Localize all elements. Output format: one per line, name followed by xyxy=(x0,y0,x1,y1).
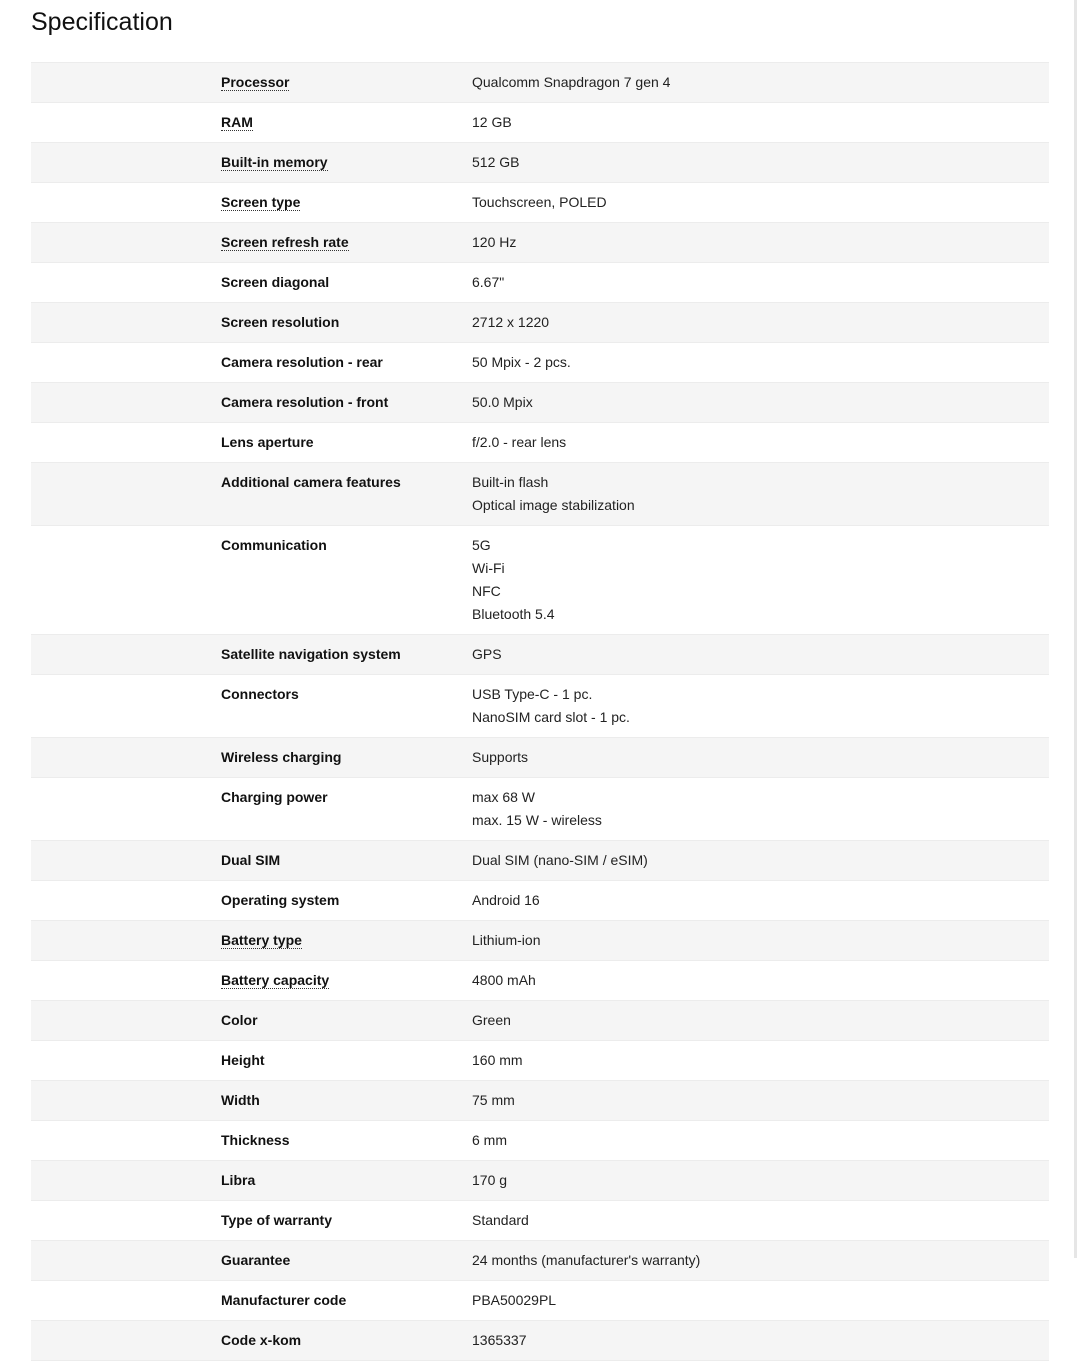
spec-value: Lithium-ion xyxy=(472,932,541,948)
spec-values xyxy=(472,683,1049,729)
spec-label-text: Communication xyxy=(221,537,327,553)
spec-value: NanoSIM card slot - 1 pc. xyxy=(472,709,630,725)
spec-row xyxy=(31,1041,1049,1081)
spec-row xyxy=(31,463,1049,526)
spec-label[interactable] xyxy=(221,111,472,134)
spec-value: 170 g xyxy=(472,1172,508,1188)
spec-values xyxy=(472,929,1049,952)
spec-label[interactable] xyxy=(221,969,472,992)
spec-row xyxy=(31,303,1049,343)
spec-label[interactable] xyxy=(221,191,472,214)
spec-label-tooltip-term[interactable]: RAM xyxy=(221,114,253,130)
spec-label-text: Charging power xyxy=(221,789,328,805)
spec-values xyxy=(472,431,1049,454)
spec-value: 5G xyxy=(472,537,491,553)
spec-values xyxy=(472,1329,1049,1352)
spec-values xyxy=(472,151,1049,174)
spec-value: Dual SIM (nano-SIM / eSIM) xyxy=(472,852,648,868)
spec-label[interactable] xyxy=(221,231,472,254)
spec-label-text: Connectors xyxy=(221,686,299,702)
spec-label-text: Camera resolution - front xyxy=(221,394,389,410)
spec-value: Built-in flash xyxy=(472,474,549,490)
spec-value: Touchscreen, POLED xyxy=(472,194,607,210)
spec-row xyxy=(31,383,1049,423)
spec-value: Green xyxy=(472,1012,511,1028)
spec-label xyxy=(221,351,472,374)
spec-label xyxy=(221,271,472,294)
spec-label-text: Width xyxy=(221,1092,260,1108)
spec-values xyxy=(472,1209,1049,1232)
spec-label[interactable] xyxy=(221,929,472,952)
spec-row xyxy=(31,343,1049,383)
spec-label xyxy=(221,1049,472,1072)
spec-row xyxy=(31,103,1049,143)
spec-values xyxy=(472,351,1049,374)
spec-row xyxy=(31,1281,1049,1321)
spec-values xyxy=(472,1129,1049,1152)
spec-row xyxy=(31,423,1049,463)
spec-label[interactable] xyxy=(221,71,472,94)
spec-label-text: Code x-kom xyxy=(221,1332,302,1348)
spec-value: 50 Mpix - 2 pcs. xyxy=(472,354,571,370)
spec-values xyxy=(472,1289,1049,1312)
spec-value: Standard xyxy=(472,1212,529,1228)
spec-value: Qualcomm Snapdragon 7 gen 4 xyxy=(472,74,671,90)
spec-label xyxy=(221,311,472,334)
spec-value: max 68 W xyxy=(472,789,536,805)
spec-label-tooltip-term[interactable]: Battery capacity xyxy=(221,972,330,988)
spec-label-tooltip-term[interactable]: Screen type xyxy=(221,194,301,210)
spec-label-text: Libra xyxy=(221,1172,256,1188)
spec-label[interactable] xyxy=(221,151,472,174)
spec-value: 6 mm xyxy=(472,1132,507,1148)
spec-label xyxy=(221,849,472,872)
spec-values xyxy=(472,191,1049,214)
spec-label xyxy=(221,1329,472,1352)
spec-label-text: Height xyxy=(221,1052,265,1068)
spec-label-text: Lens aperture xyxy=(221,434,314,450)
spec-values xyxy=(472,111,1049,134)
spec-label-text: Color xyxy=(221,1012,258,1028)
spec-value: 512 GB xyxy=(472,154,520,170)
spec-label xyxy=(221,1009,472,1032)
spec-label xyxy=(221,746,472,769)
spec-label-text: Additional camera features xyxy=(221,474,401,490)
spec-label-text: Screen diagonal xyxy=(221,274,330,290)
spec-row xyxy=(31,841,1049,881)
spec-label-text: Thickness xyxy=(221,1132,290,1148)
spec-value: USB Type-C - 1 pc. xyxy=(472,686,593,702)
spec-value: Bluetooth 5.4 xyxy=(472,606,555,622)
spec-label xyxy=(221,643,472,666)
spec-value: 50.0 Mpix xyxy=(472,394,533,410)
spec-label-tooltip-term[interactable]: Screen refresh rate xyxy=(221,234,349,250)
spec-value: GPS xyxy=(472,646,502,662)
spec-label xyxy=(221,1089,472,1112)
spec-values xyxy=(472,849,1049,872)
spec-value: 120 Hz xyxy=(472,234,517,250)
spec-label xyxy=(221,431,472,454)
spec-label xyxy=(221,1249,472,1272)
spec-row xyxy=(31,223,1049,263)
spec-value: 12 GB xyxy=(472,114,512,130)
spec-label xyxy=(221,1209,472,1232)
spec-label xyxy=(221,786,472,832)
spec-label xyxy=(221,683,472,729)
spec-row xyxy=(31,675,1049,738)
spec-values xyxy=(472,311,1049,334)
spec-row xyxy=(31,778,1049,841)
spec-row xyxy=(31,263,1049,303)
spec-label-text: Satellite navigation system xyxy=(221,646,401,662)
spec-value: 6.67" xyxy=(472,274,505,290)
spec-values xyxy=(472,71,1049,94)
spec-label-text: Manufacturer code xyxy=(221,1292,347,1308)
spec-values xyxy=(472,471,1049,517)
spec-row xyxy=(31,635,1049,675)
spec-value: PBA50029PL xyxy=(472,1292,557,1308)
spec-values xyxy=(472,1169,1049,1192)
spec-value: NFC xyxy=(472,583,501,599)
spec-row xyxy=(31,738,1049,778)
spec-value: 24 months (manufacturer's warranty) xyxy=(472,1252,701,1268)
spec-label-text: Guarantee xyxy=(221,1252,291,1268)
spec-value: Optical image stabilization xyxy=(472,497,635,513)
spec-values xyxy=(472,643,1049,666)
spec-values xyxy=(472,391,1049,414)
spec-row xyxy=(31,921,1049,961)
spec-label-text: Type of warranty xyxy=(221,1212,332,1228)
spec-label-text: Operating system xyxy=(221,892,340,908)
spec-values xyxy=(472,534,1049,626)
spec-values xyxy=(472,969,1049,992)
spec-label xyxy=(221,391,472,414)
spec-value: f/2.0 - rear lens xyxy=(472,434,567,450)
spec-row xyxy=(31,1201,1049,1241)
spec-values xyxy=(472,889,1049,912)
spec-values xyxy=(472,1249,1049,1272)
spec-value: 160 mm xyxy=(472,1052,523,1068)
spec-values xyxy=(472,231,1049,254)
spec-table xyxy=(31,62,1049,1361)
spec-value: 75 mm xyxy=(472,1092,515,1108)
spec-row xyxy=(31,1161,1049,1201)
spec-row xyxy=(31,961,1049,1001)
spec-label-text: Dual SIM xyxy=(221,852,281,868)
spec-row xyxy=(31,63,1049,103)
spec-row xyxy=(31,1121,1049,1161)
spec-label xyxy=(221,534,472,626)
spec-label xyxy=(221,471,472,517)
spec-row xyxy=(31,1001,1049,1041)
spec-values xyxy=(472,1049,1049,1072)
spec-value: 2712 x 1220 xyxy=(472,314,550,330)
spec-value: 4800 mAh xyxy=(472,972,536,988)
spec-label-tooltip-term[interactable]: Battery type xyxy=(221,932,302,948)
section-title: Specification xyxy=(31,8,173,36)
spec-row xyxy=(31,143,1049,183)
spec-label xyxy=(221,1129,472,1152)
spec-label-text: Screen resolution xyxy=(221,314,340,330)
spec-value: 1365337 xyxy=(472,1332,527,1348)
spec-row xyxy=(31,1081,1049,1121)
spec-label-text: Camera resolution - rear xyxy=(221,354,383,370)
spec-label xyxy=(221,889,472,912)
spec-row xyxy=(31,881,1049,921)
spec-label xyxy=(221,1169,472,1192)
spec-value: Android 16 xyxy=(472,892,540,908)
spec-values xyxy=(472,786,1049,832)
spec-value: Wi-Fi xyxy=(472,560,505,576)
spec-label-tooltip-term[interactable]: Built-in memory xyxy=(221,154,328,170)
spec-label xyxy=(221,1289,472,1312)
spec-values xyxy=(472,271,1049,294)
spec-value: max. 15 W - wireless xyxy=(472,812,602,828)
spec-row xyxy=(31,1321,1049,1361)
spec-row xyxy=(31,183,1049,223)
spec-values xyxy=(472,1009,1049,1032)
spec-label-tooltip-term[interactable]: Processor xyxy=(221,74,290,90)
spec-values xyxy=(472,746,1049,769)
spec-values xyxy=(472,1089,1049,1112)
spec-value: Supports xyxy=(472,749,529,765)
spec-row xyxy=(31,1241,1049,1281)
spec-row xyxy=(31,526,1049,635)
spec-label-text: Wireless charging xyxy=(221,749,342,765)
